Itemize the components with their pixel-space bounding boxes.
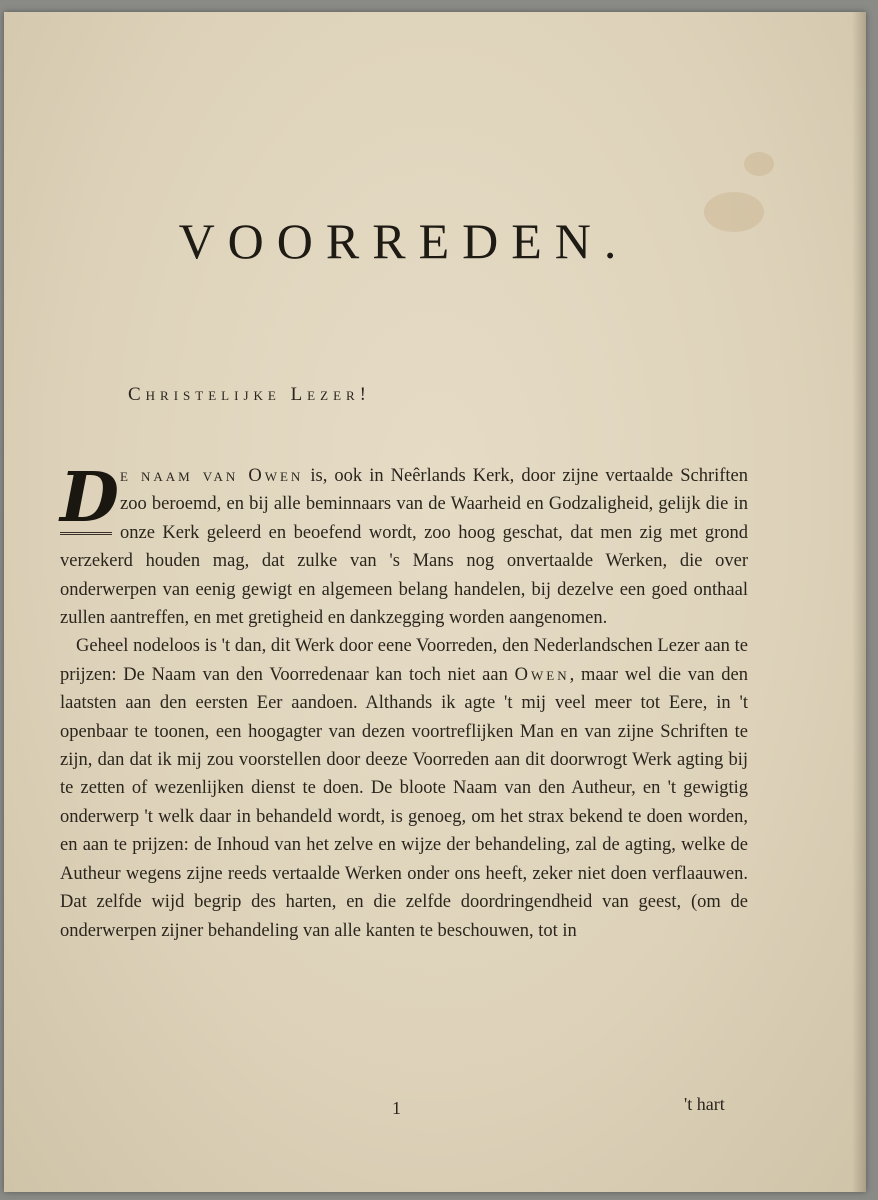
page-title: VOORREDEN. xyxy=(178,213,630,269)
paragraph-2-start: Geheel nodeloos is 't dan, dit Werk door eene Voorreden, den Nederlandschen Lezer aan te prijzen: De Naam van den Voorredenaar kan toch niet aan xyxy=(60,636,748,685)
paragraph-2-text: , maar wel die van den laatsten aan den eersten Eer aandoen. Althands ik agte 't mij veel meer tot Eere, in 't openbaar te toonen, een hoogagter van dezen voortreflijken Man en van zijne Schriften te zijn, dan dat ik mij zou voorstellen door deeze Voorreden aan dit doorwrogt Werk agting bij te zetten of wezenlijken dienst te doen. De bloote Naam van den Autheur, en 't gewigtig onderwerp 't welk daar in behandeld wordt, is genoeg, om het strax bekend te doen worden, en aan te prijzen: de Inhoud van het zelve en wijze der behandeling, zal de agting, welke de Autheur wegens zijne reeds vertaalde Werken onder ons heeft, zeker niet doen verflaauwen. Dat zelfde wijd begrip des harten, en die zelfde doordringendheid van geest, (om de onderwerpen zijner behandeling van alle kanten te beschouwen, tot in xyxy=(60,664,748,941)
page-number: 1 xyxy=(392,1098,401,1118)
author-name: Owen xyxy=(514,664,570,685)
paragraph-1-start: e naam van xyxy=(120,466,249,486)
book-page xyxy=(4,12,866,1192)
page-edge-shadow xyxy=(852,12,866,1192)
paper-stain xyxy=(744,152,774,176)
salutation: Christelijke Lezer! xyxy=(128,384,372,405)
author-name: Owen xyxy=(248,466,304,486)
paragraph-2 xyxy=(60,632,748,944)
decorated-initial: D xyxy=(60,458,119,538)
paragraph-1-text: is, ook in Neêrlands Kerk, door zijne vertaalde Schriften zoo beroemd, en bij alle beminnaars van de Waarheid en Godzaligheid, gelijk die in onze Kerk geleerd en beoefend wordt, zoo hoog geschat, dat men zig met grond verzekerd houden mag, dat zulke van 's Mans nog onvertaalde Werken, die over onderwerpen van eenig gewigt en algemeen belang handelen, bij dezelve een goed onthaal zullen aantreffen, en met gretigheid en dankzegging worden aangenomen. xyxy=(60,466,749,629)
body-text xyxy=(60,458,749,945)
catchword: 't hart xyxy=(684,1094,725,1114)
paragraph-1 xyxy=(60,458,749,632)
